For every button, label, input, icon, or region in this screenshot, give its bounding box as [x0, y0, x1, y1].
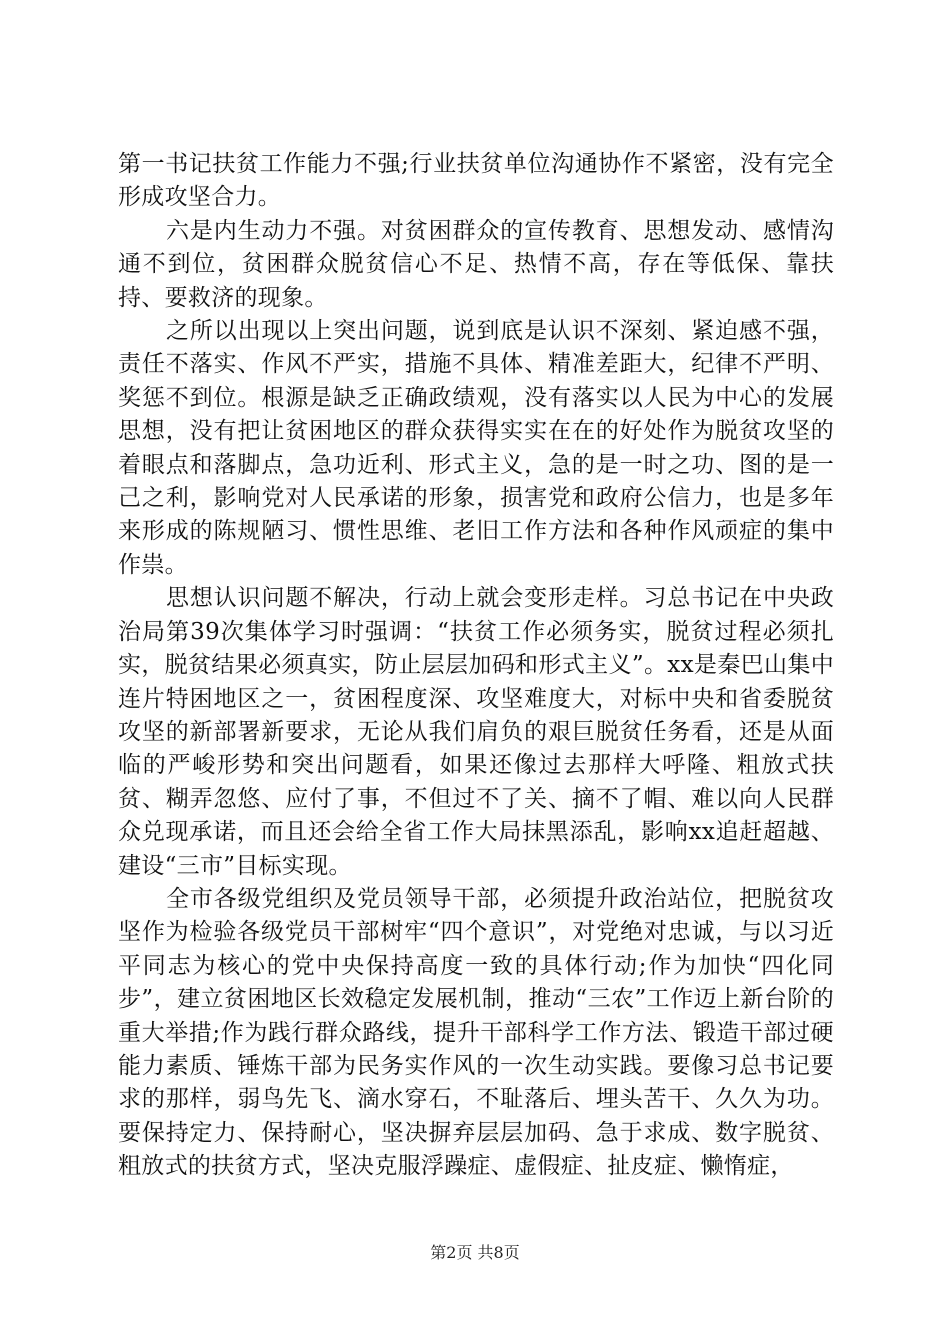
paragraph-internal-motivation: 六是内生动力不强。对贫困群众的宣传教育、思想发动、感情沟通不到位，贫困群众脱贫信心不足、热情不高，存在等低保、靠扶持、要救济的现象。 [118, 217, 834, 311]
page-footer: 第2页 共8页 [430, 1243, 520, 1262]
paragraph-continuation: 第一书记扶贫工作能力不强;行业扶贫单位沟通协作不紧密，没有完全形成攻坚合力。 [118, 151, 834, 211]
paragraph-ideological-understanding: 思想认识问题不解决，行动上就会变形走样。习总书记在中央政治局第39次集体学习时强调：“扶贫工作必须务实，脱贫过程必须扎实，脱贫结果必须真实，防止层层加码和形式主义”。xx是秦巴山集中连片特困地区之一，贫困程度深、攻坚难度大，对标中央和省委脱贫攻坚的新部署新要求，无论从我们肩负的艰巨脱贫任务看，还是从面临的严峻形势和突出问题看，如果还像过去那样大呼隆、粗放式扶贫、糊弄忽悠、应付了事，不但过不了关、摘不了帽、难以向人民群众兑现承诺，而且还会给全省工作大局抹黑添乱，影响xx追赶超越、建设“三市”目标实现。 [118, 585, 834, 879]
paragraph-root-causes: 之所以出现以上突出问题，说到底是认识不深刻、紧迫感不强，责任不落实、作风不严实，措施不具体、精准差距大，纪律不严明、奖惩不到位。根源是缺乏正确政绩观，没有落实以人民为中心的发展思想，没有把让贫困地区的群众获得实实在在的好处作为脱贫攻坚的着眼点和落脚点，急功近利、形式主义，急的是一时之功、图的是一己之利，影响党对人民承诺的形象，损害党和政府公信力，也是多年来形成的陈规陋习、惯性思维、老旧工作方法和各种作风顽症的集中作祟。 [118, 318, 834, 578]
paragraph-political-stance: 全市各级党组织及党员领导干部，必须提升政治站位，把脱贫攻坚作为检验各级党员干部树牢“四个意识”，对党绝对忠诚，与以习近平同志为核心的党中央保持高度一致的具体行动;作为加快“四化同步”，建立贫困地区长效稳定发展机制，推动“三农”工作迈上新台阶的重大举措;作为践行群众路线，提升干部科学工作方法、锻造干部过硬能力素质、锤炼干部为民务实作风的一次生动实践。要像习总书记要求的那样，弱鸟先飞、滴水穿石，不耻落后、埋头苦干、久久为功。要保持定力、保持耐心，坚决摒弃层层加码、急于求成、数字脱贫、粗放式的扶贫方式，坚决克服浮躁症、虚假症、扯皮症、懒惰症， [118, 885, 834, 1180]
document-body [118, 148, 834, 1184]
